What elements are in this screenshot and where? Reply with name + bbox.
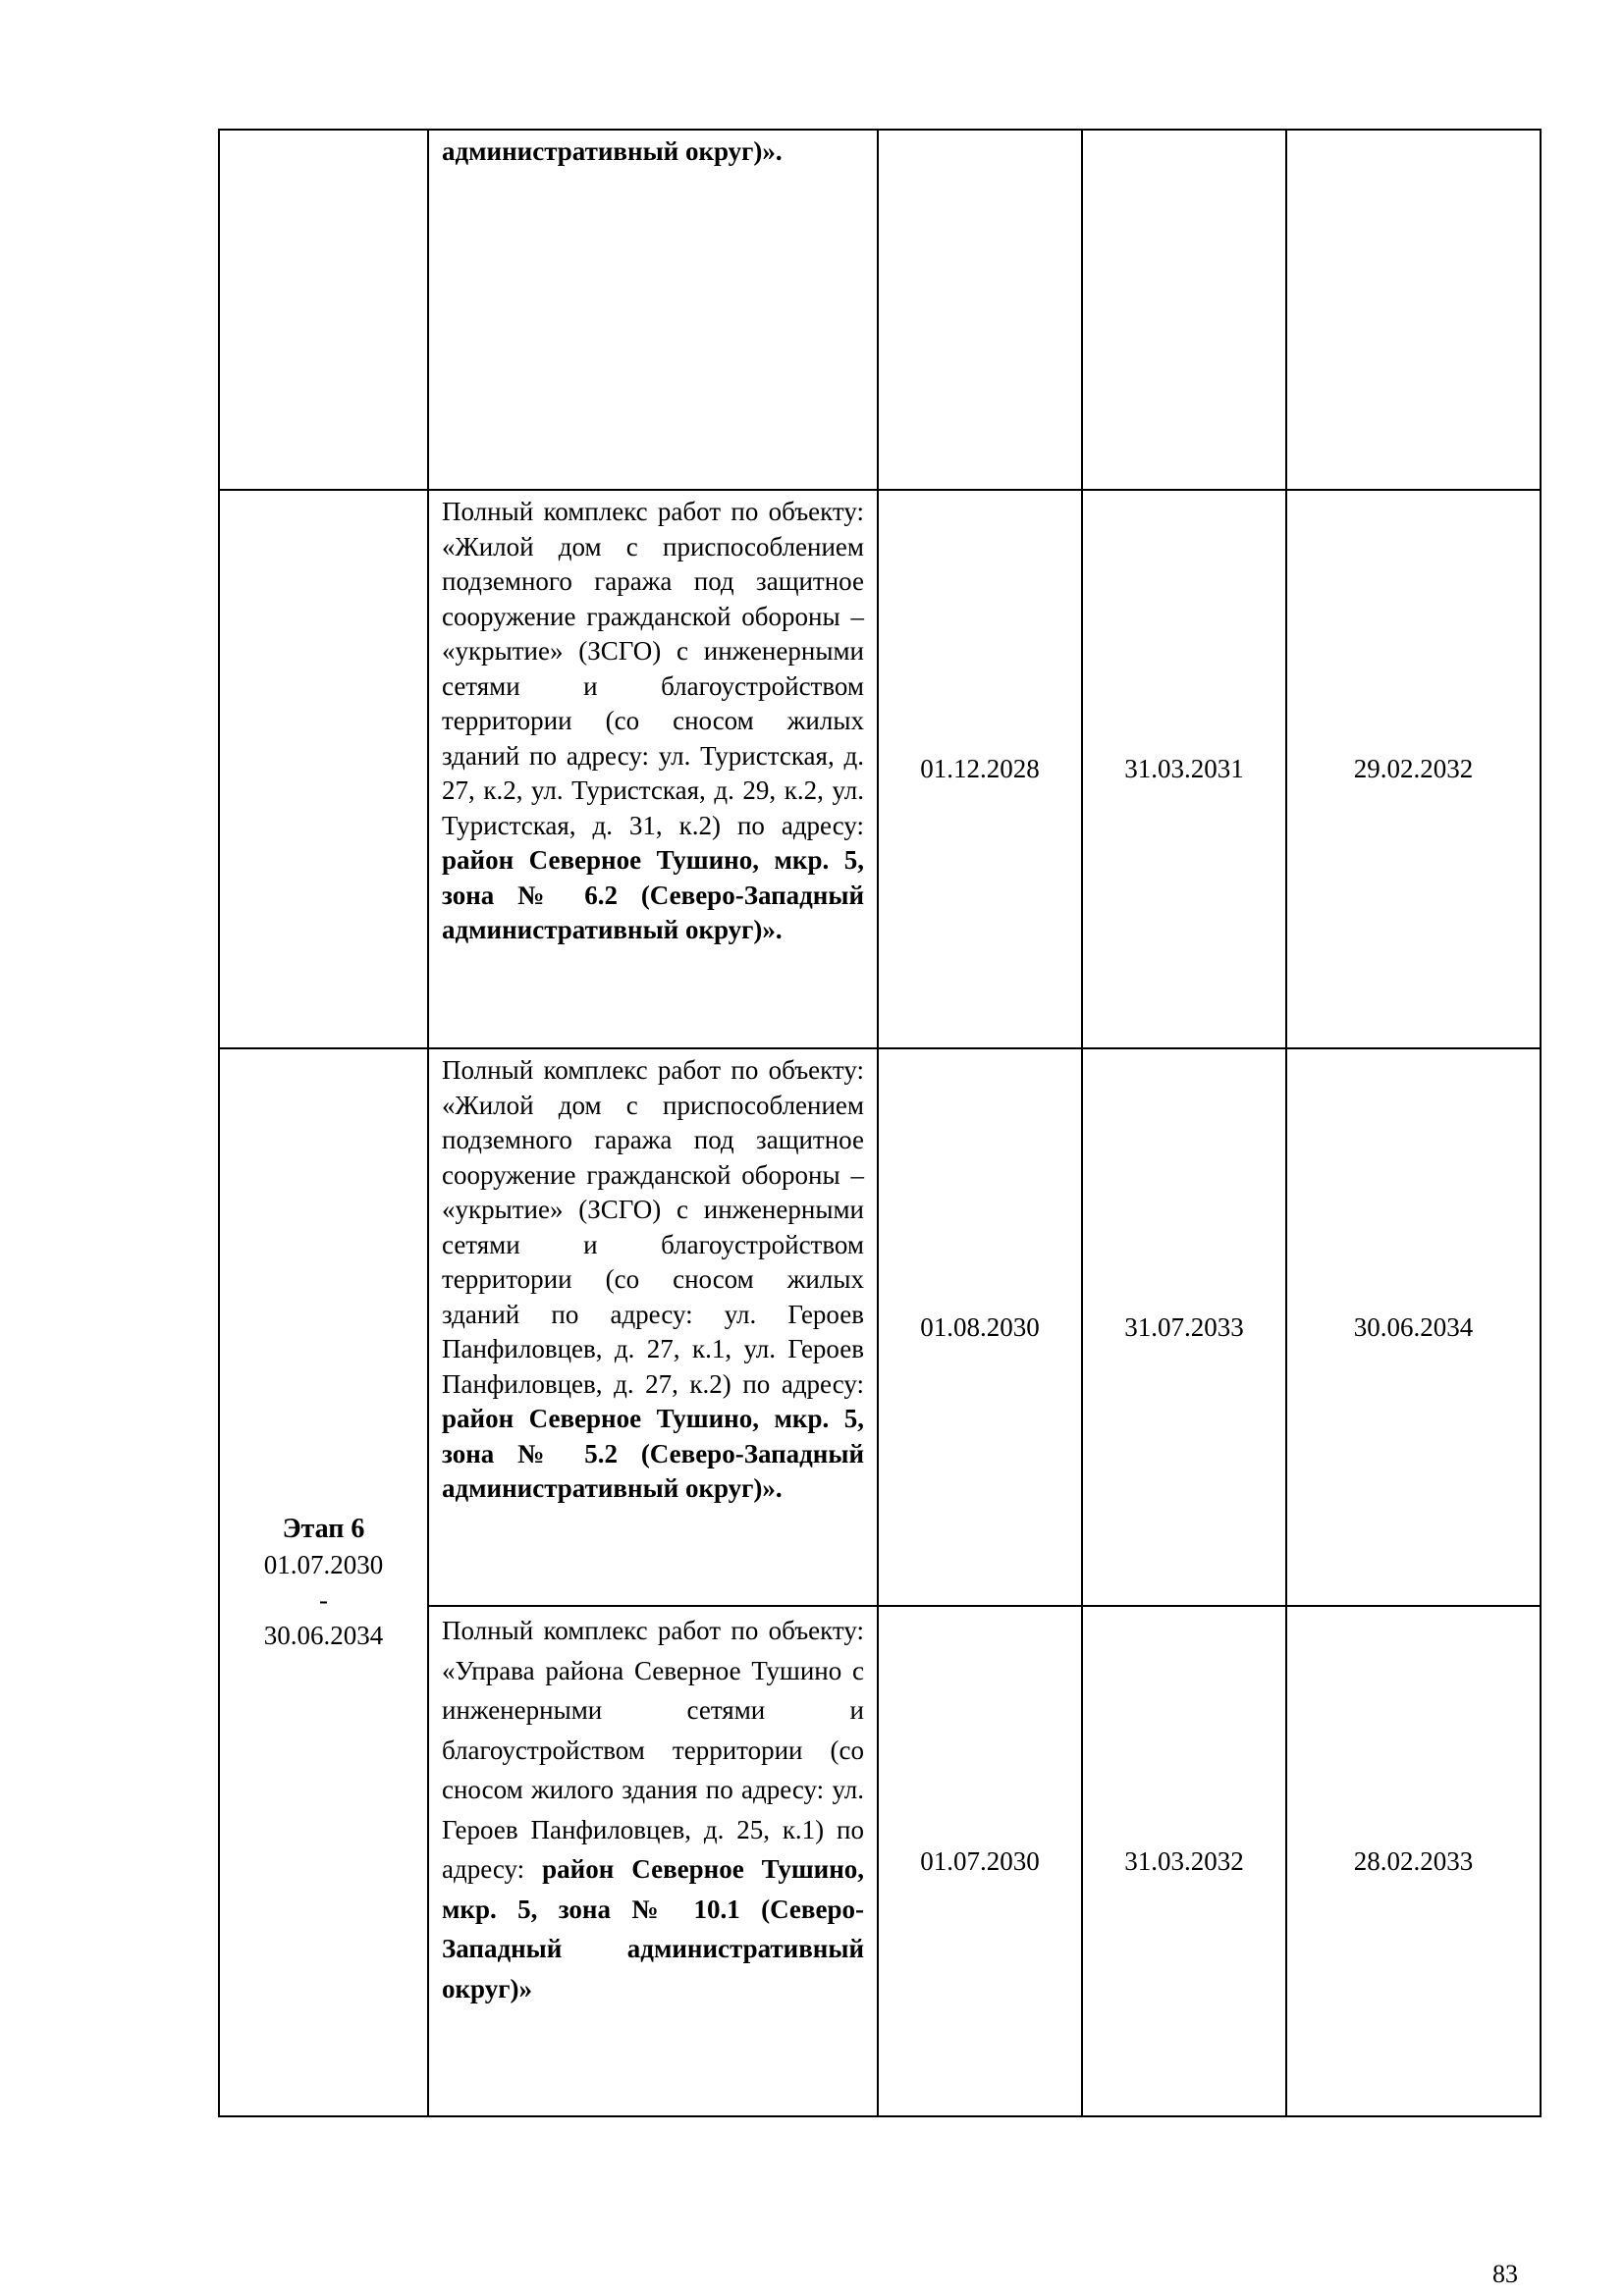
description-text: Полный комплекс работ по объекту: «Жилой дом с приспособлением подземного гаража под защитное сооружение гражданской обороны – «укрытие» (ЗСГО) с инженерными сетями и благоустройством территории (со сносом жилых зданий по адресу: ул. Туристская, д. 27, к.2, ул. Туристская, д. 29, к.2, ул. Туристская, д. 31, к.2) по адресу: <box>442 497 864 840</box>
description-bold: район Северное Тушино, мкр. 5, зона № 10.1 (Северо-Западный административный округ)» <box>442 1854 864 2003</box>
commissioning-date: 29.02.2032 <box>1286 490 1541 1048</box>
end-date-cell <box>1082 130 1286 490</box>
end-date: 31.03.2032 <box>1082 1606 1286 2116</box>
description-cell <box>428 130 878 490</box>
stage-date-separator: - <box>319 1585 328 1615</box>
stage-cell-empty <box>219 130 428 490</box>
end-date: 31.07.2033 <box>1082 1048 1286 1606</box>
description-cell <box>428 1048 878 1606</box>
description-text: Полный комплекс работ по объекту: «Жилой дом с приспособлением подземного гаража под защитное сооружение гражданской обороны – «укрытие» (ЗСГО) с инженерными сетями и благоустройством территории (со сносом жилых зданий по адресу: ул. Героев Панфиловцев, д. 27, к.1, ул. Героев Панфиловцев, д. 27, к.2) по адресу: <box>442 1055 864 1399</box>
start-date-cell <box>878 130 1082 490</box>
description-cell <box>428 490 878 1048</box>
start-date: 01.08.2030 <box>878 1048 1082 1606</box>
description-text: Полный комплекс работ по объекту: «Управа района Северное Тушино с инженерными сетями и благоустройством территории (со сносом жилого здания по адресу: ул. Героев Панфиловцев, д. 25, к.1) по адресу: <box>442 1616 864 1884</box>
start-date: 01.12.2028 <box>878 490 1082 1048</box>
end-date: 31.03.2031 <box>1082 490 1286 1048</box>
commissioning-date: 30.06.2034 <box>1286 1048 1541 1606</box>
commissioning-date: 28.02.2033 <box>1286 1606 1541 2116</box>
schedule-table <box>218 129 1542 2117</box>
description-bold: район Северное Тушино, мкр. 5, зона № 5.2 (Северо-Западный административный округ)». <box>442 1404 864 1503</box>
commissioning-date-cell <box>1286 130 1541 490</box>
stage-cell <box>219 1048 428 2116</box>
page-number: 83 <box>1492 2260 1518 2288</box>
table-row <box>219 130 1541 490</box>
stage-title: Этап 6 <box>282 1514 365 1544</box>
start-date: 01.07.2030 <box>878 1606 1082 2116</box>
stage-cell-empty <box>219 490 428 1048</box>
stage-start-date: 01.07.2030 <box>263 1550 384 1579</box>
table-row <box>219 490 1541 1048</box>
stage-end-date: 30.06.2034 <box>263 1621 384 1650</box>
description-bold: административный округ)». <box>442 136 783 166</box>
table-row <box>219 1048 1541 1606</box>
description-bold: район Северное Тушино, мкр. 5, зона № 6.2 (Северо-Западный административный округ)». <box>442 845 864 944</box>
description-cell <box>428 1606 878 2116</box>
